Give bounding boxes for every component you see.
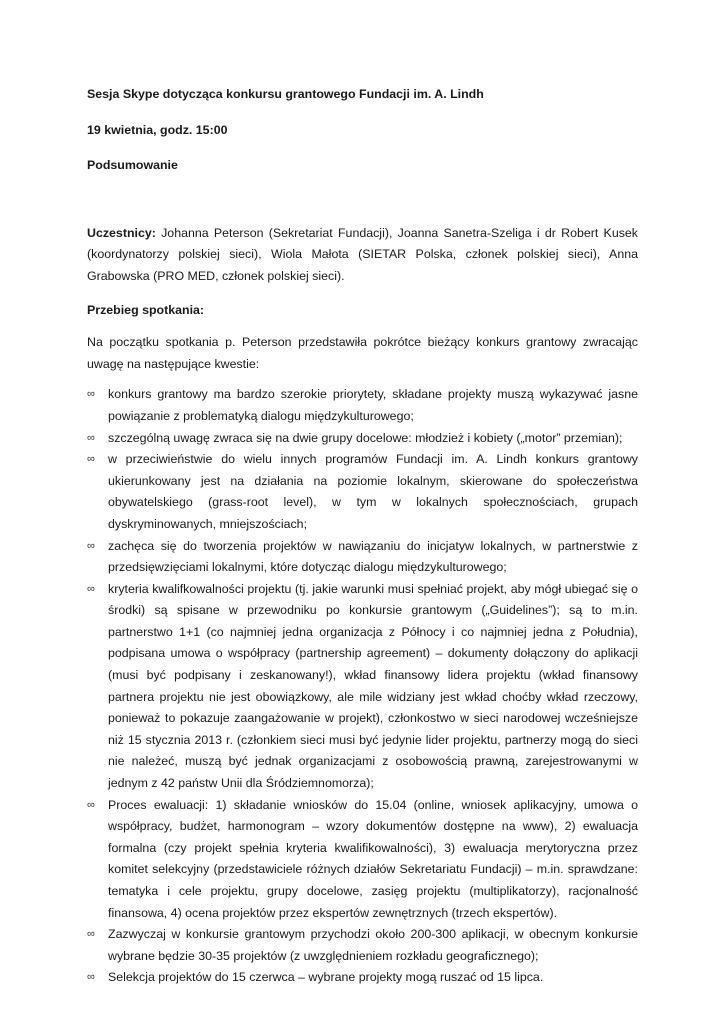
list-item-text: Proces ewaluacji: 1) składanie wniosków do 15.04 (online, wniosek aplikacyjny, umowa o współpracy, budżet, harmonogram – wzory dokumentów dostępne na www), 2) ewaluacja formalna (czy projekt spełnia kryteria kwalifikowalności), 3) ewaluacja merytoryczna przez komitet selekcyjny (przedstawiciele różnych działów Sekretariatu Fundacji) – m.in. sprawdzane: tematyka i cele projektu, grupy docelowe, zasięg projektu (multiplikatorzy), racjonalność finansowa, 4) ocena projektów przez ekspertów zewnętrznych (trzech ekspertów). [108,797,638,920]
list-item [87,924,638,967]
infinity-bullet-icon: ∞ [87,928,95,941]
infinity-bullet-icon: ∞ [87,798,95,811]
section-heading: Przebieg spotkania: [87,302,205,317]
infinity-bullet-icon: ∞ [87,582,95,595]
list-item-text: Selekcja projektów do 15 czerwca – wybrane projekty mogą ruszać od 15 lipca. [108,970,544,985]
bullet-list [87,384,638,989]
document-page [87,84,638,989]
document-subtitle: Podsumowanie [87,158,178,173]
list-item-text: zachęca się do tworzenia projektów w nawiązaniu do inicjatyw lokalnych, w partnerstwie z przedsięwzięciami lokalnymi, które dotycząc dialogu międzykulturowego; [108,538,638,575]
list-item [87,384,638,427]
intro-paragraph: Na początku spotkania p. Peterson przedstawiła pokrótce bieżący konkurs grantowy zwracając uwagę na następujące kwestie: [87,335,638,371]
infinity-bullet-icon: ∞ [87,539,95,552]
list-item [87,967,638,989]
list-item [87,795,638,925]
participants-paragraph [87,223,638,288]
infinity-bullet-icon: ∞ [87,431,95,444]
list-item-text: Zazwyczaj w konkursie grantowym przychodzi około 200-300 aplikacji, w obecnym konkursie wybrane będzie 30-35 projektów (z uwzględnieniem rozkładu geograficznego); [108,927,638,963]
infinity-bullet-icon: ∞ [87,453,95,466]
list-item [87,449,638,535]
list-item-text: szczególną uwagę zwraca się na dwie grupy docelowe: młodzież i kobiety („motor” przemian); [108,430,623,445]
meeting-date: 19 kwietnia, godz. 15:00 [87,122,228,137]
list-item [87,428,638,450]
list-item [87,579,638,795]
participants-label: Uczestnicy: [87,225,156,240]
infinity-bullet-icon: ∞ [87,388,95,401]
list-item-text: konkurs grantowy ma bardzo szerokie priorytety, składane projekty muszą wykazywać jasne powiązanie z problematyką dialogu międzykulturowego; [108,387,638,423]
list-item-text: w przeciwieństwie do wielu innych programów Fundacji im. A. Lindh konkurs grantowy ukierunkowany jest na działania na poziomie lokalnym, skierowane do społeczeństwa obywatelskiego (grass-root level), w tym w lokalnych społecznościach, grupach dyskryminowanych, mniejszościach; [108,452,638,531]
infinity-bullet-icon: ∞ [87,971,95,984]
participants-text: Johanna Peterson (Sekretariat Fundacji), Joanna Sanetra-Szeliga i dr Robert Kusek (koordynatorzy polskiej sieci), Wiola Małota (SIETAR Polska, członek polskiej sieci), Anna Grabowska (PRO MED, członek polskiej sieci). [87,225,638,283]
list-item [87,536,638,579]
list-item-text: kryteria kwalifkowalności projektu (tj. jakie warunki musi spełniać projekt, aby mógł ubiegać się o środki) są spisane w przewodniku po konkursie grantowym („Guidelines”); są to m.in. partnerstwo 1+1 (co najmniej jedna organizacja z Północy i co najmniej jedna z Południa), podpisana umowa o współpracy (partnership agreement) – dokumenty dołączony do aplikacji (musi być podpisany i zeskanowany!), wkład finansowy lidera projektu (wkład finansowy partnera projektu nie jest obowiązkowy, ale mile widziany jest wkład choćby wkład rzeczowy, ponieważ to pokazuje zaangażowanie w projekt), członkostwo w sieci narodowej wcześniejsze niż 15 stycznia 2013 r. (członkiem sieci musi być jedynie lider projektu, partnerzy mogą do sieci nie należeć, muszą być jednak organizacjami z osobowością prawną, zarejestrowanymi w jednym z 42 państw Unii dla Śródziemnomorza); [108,581,638,791]
document-title: Sesja Skype dotycząca konkursu grantowego Fundacji im. A. Lindh [87,87,484,101]
